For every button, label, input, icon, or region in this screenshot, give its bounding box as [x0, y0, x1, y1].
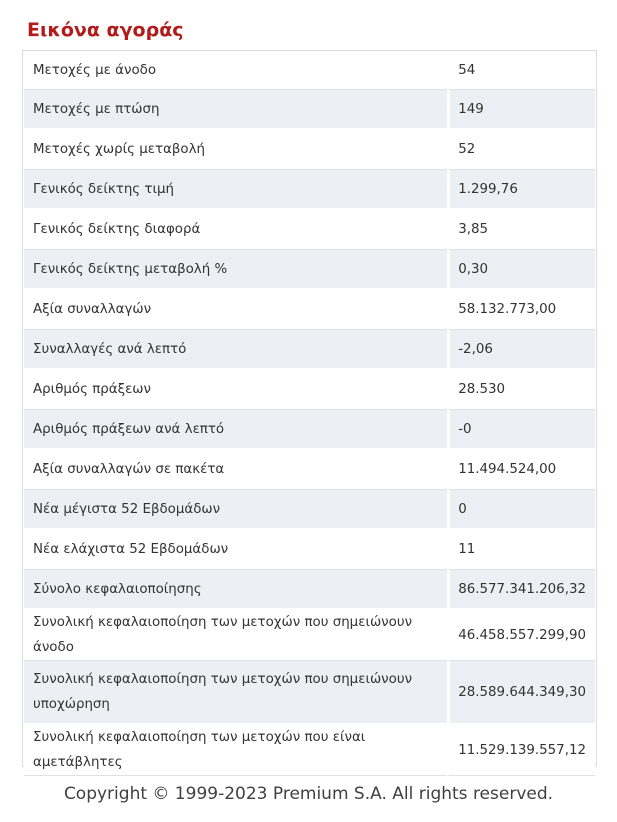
row-label: Σύνολο κεφαλαιοποίησης	[24, 570, 447, 610]
row-value: 54	[447, 52, 595, 90]
table-row	[24, 450, 595, 490]
row-label: Μετοχές χωρίς μεταβολή	[24, 130, 447, 170]
row-value: 11	[447, 530, 595, 570]
row-value: 1.299,76	[447, 170, 595, 210]
table-row	[24, 90, 595, 130]
row-value: 28.530	[447, 370, 595, 410]
row-label: Αξία συναλλαγών σε πακέτα	[24, 450, 447, 490]
row-label: Μετοχές με άνοδο	[24, 52, 447, 90]
table-row	[24, 610, 595, 661]
row-value: 86.577.341.206,32	[447, 570, 595, 610]
table-row	[24, 410, 595, 450]
table-row	[24, 370, 595, 410]
row-value: 149	[447, 90, 595, 130]
row-label: Αξία συναλλαγών	[24, 290, 447, 330]
row-value: 52	[447, 130, 595, 170]
row-value: 28.589.644.349,30	[447, 661, 595, 725]
row-label: Αριθμός πράξεων ανά λεπτό	[24, 410, 447, 450]
row-label: Μετοχές με πτώση	[24, 90, 447, 130]
row-value: 0	[447, 490, 595, 530]
row-label: Συνολική κεφαλαιοποίηση των μετοχών που σημειώνουν άνοδο	[24, 610, 447, 661]
section-title: Εικόνα αγοράς	[27, 19, 184, 41]
table-row	[24, 290, 595, 330]
row-value: 58.132.773,00	[447, 290, 595, 330]
row-label: Συνολική κεφαλαιοποίηση των μετοχών που σημειώνουν υποχώρηση	[24, 661, 447, 725]
table-row	[24, 250, 595, 290]
row-label: Νέα ελάχιστα 52 Εβδομάδων	[24, 530, 447, 570]
row-value: -0	[447, 410, 595, 450]
row-value: 0,30	[447, 250, 595, 290]
table-row	[24, 530, 595, 570]
row-label: Συναλλαγές ανά λεπτό	[24, 330, 447, 370]
table-row	[24, 570, 595, 610]
table-row	[24, 210, 595, 250]
table-row	[24, 330, 595, 370]
row-value: -2,06	[447, 330, 595, 370]
copyright-footer: Copyright © 1999-2023 Premium S.A. All rights reserved.	[63, 784, 554, 804]
row-label: Γενικός δείκτης διαφορά	[24, 210, 447, 250]
table-row	[24, 661, 595, 725]
row-value: 11.529.139.557,12	[447, 725, 595, 776]
row-value: 11.494.524,00	[447, 450, 595, 490]
row-label: Γενικός δείκτης τιμή	[24, 170, 447, 210]
table-row	[24, 130, 595, 170]
table-row	[24, 725, 595, 776]
row-value: 3,85	[447, 210, 595, 250]
table-row	[24, 170, 595, 210]
row-label: Γενικός δείκτης μεταβολή %	[24, 250, 447, 290]
table-row	[24, 52, 595, 90]
table-row	[24, 490, 595, 530]
market-overview-table	[22, 50, 597, 770]
row-value: 46.458.557.299,90	[447, 610, 595, 661]
row-label: Συνολική κεφαλαιοποίηση των μετοχών που είναι αμετάβλητες	[24, 725, 447, 776]
row-label: Αριθμός πράξεων	[24, 370, 447, 410]
row-label: Νέα μέγιστα 52 Εβδομάδων	[24, 490, 447, 530]
